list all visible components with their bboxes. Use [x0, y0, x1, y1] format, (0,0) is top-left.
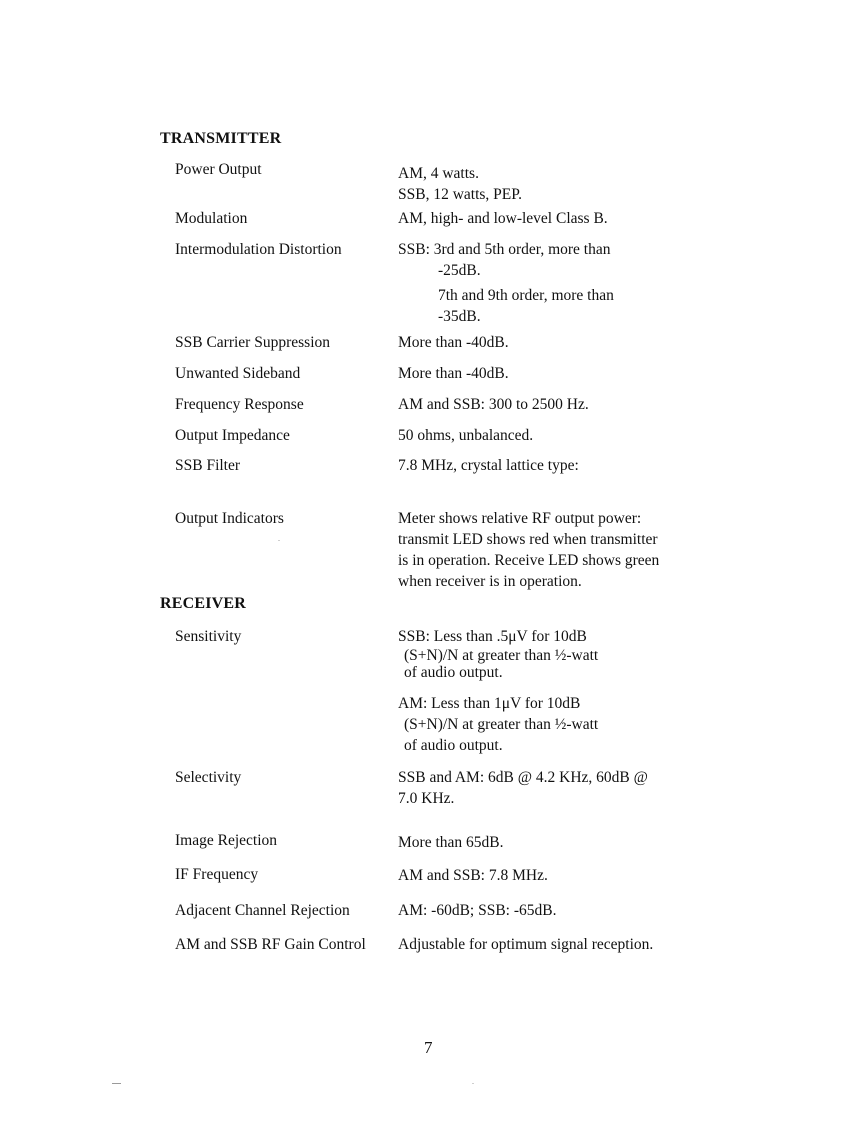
scan-dot — [472, 1083, 474, 1084]
section-heading-receiver: RECEIVER — [160, 595, 247, 612]
spec-value-unwanted-sideband: More than -40dB. — [398, 365, 509, 382]
spec-label-modulation: Modulation — [175, 210, 248, 227]
section-heading-transmitter: TRANSMITTER — [160, 130, 282, 147]
spec-value-image-rejection: More than 65dB. — [398, 834, 504, 851]
spec-line: of audio output. — [404, 664, 503, 681]
spec-line: 7th and 9th order, more than — [438, 287, 614, 304]
spec-value-selectivity — [398, 767, 648, 809]
spec-line: when receiver is in operation. — [398, 573, 582, 590]
spec-label-ssb-filter: SSB Filter — [175, 457, 241, 474]
spec-line: (S+N)/N at greater than ½-watt — [404, 716, 599, 733]
spec-label-output-indicators: Output Indicators — [175, 510, 284, 527]
spec-label-output-impedance: Output Impedance — [175, 427, 290, 444]
spec-line: Meter shows relative RF output power: — [398, 510, 642, 527]
spec-label-sensitivity: Sensitivity — [175, 628, 242, 645]
spec-value-sensitivity-am — [398, 693, 598, 756]
spec-line: SSB: 3rd and 5th order, more than — [398, 241, 611, 258]
scan-mark — [112, 1083, 121, 1084]
spec-label-power-output: Power Output — [175, 161, 262, 178]
spec-value-frequency-response: AM and SSB: 300 to 2500 Hz. — [398, 396, 589, 413]
spec-label-selectivity: Selectivity — [175, 769, 242, 786]
spec-label-carrier-suppression: SSB Carrier Suppression — [175, 334, 330, 351]
spec-label-intermodulation: Intermodulation Distortion — [175, 241, 342, 258]
spec-value-power-output — [398, 163, 522, 205]
spec-line: AM, 4 watts. — [398, 165, 479, 182]
page-number: 7 — [424, 1038, 433, 1057]
spec-line: SSB: Less than .5μV for 10dB — [398, 628, 587, 645]
spec-value-rf-gain: Adjustable for optimum signal reception. — [398, 936, 654, 953]
spec-line: -35dB. — [438, 308, 481, 325]
spec-value-output-impedance: 50 ohms, unbalanced. — [398, 427, 534, 444]
spec-line: AM: Less than 1μV for 10dB — [398, 695, 581, 712]
spec-line: of audio output. — [404, 737, 503, 754]
spec-value-sensitivity-ssb — [398, 626, 598, 681]
spec-value-intermodulation — [398, 239, 614, 327]
spec-line: SSB, 12 watts, PEP. — [398, 186, 523, 203]
spec-label-adjacent-channel: Adjacent Channel Rejection — [175, 902, 350, 919]
spec-value-adjacent-channel: AM: -60dB; SSB: -65dB. — [398, 902, 557, 919]
spec-label-if-frequency: IF Frequency — [175, 866, 259, 883]
spec-line: -25dB. — [438, 262, 481, 279]
spec-value-carrier-suppression: More than -40dB. — [398, 334, 509, 351]
spec-label-image-rejection: Image Rejection — [175, 832, 277, 849]
spec-line: (S+N)/N at greater than ½-watt — [404, 647, 599, 664]
spec-line: transmit LED shows red when transmitter — [398, 531, 658, 548]
spec-value-if-frequency: AM and SSB: 7.8 MHz. — [398, 867, 548, 884]
spec-value-output-indicators — [398, 508, 659, 592]
scan-dot — [278, 540, 280, 541]
spec-line: SSB and AM: 6dB @ 4.2 KHz, 60dB @ — [398, 769, 648, 786]
spec-value-modulation: AM, high- and low-level Class B. — [398, 210, 608, 227]
spec-label-frequency-response: Frequency Response — [175, 396, 304, 413]
spec-line: is in operation. Receive LED shows green — [398, 552, 660, 569]
spec-line: 7.0 KHz. — [398, 790, 455, 807]
spec-label-rf-gain: AM and SSB RF Gain Control — [175, 936, 366, 953]
spec-label-unwanted-sideband: Unwanted Sideband — [175, 365, 301, 382]
spec-value-ssb-filter: 7.8 MHz, crystal lattice type: — [398, 457, 579, 474]
